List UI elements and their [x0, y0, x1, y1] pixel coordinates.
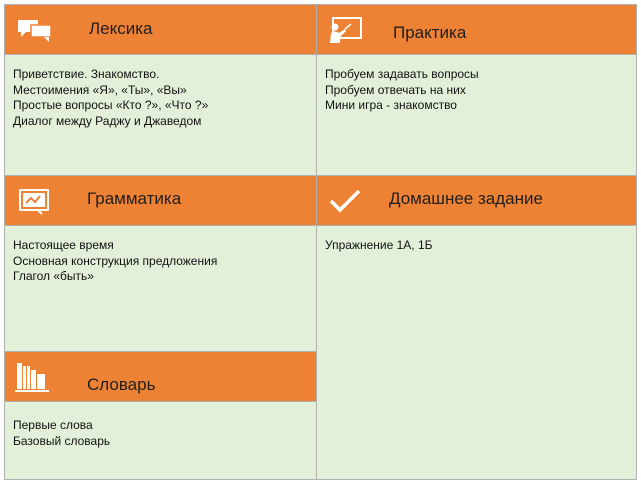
presentation-board-icon: [325, 5, 365, 54]
list-item: Настоящее время: [13, 238, 114, 252]
list-item: Базовый словарь: [13, 433, 111, 448]
practice-header: [317, 5, 636, 55]
list-item: Пробуем отвечать на них: [325, 82, 466, 97]
list-item: Основная конструкция предложения: [13, 253, 218, 268]
dictionary-header: [5, 352, 316, 402]
homework-panel: [316, 175, 637, 480]
list-item: Мини игра - знакомство: [325, 98, 457, 112]
lexis-panel: [4, 4, 317, 176]
grammar-list: [13, 238, 310, 285]
list-item: Пробуем задавать вопросы: [325, 67, 479, 81]
homework-title: Домашнее задание: [389, 189, 543, 208]
list-item: Диалог между Раджу и Джаведом: [13, 113, 202, 128]
list-item: Простые вопросы «Кто ?», «Что ?»: [13, 98, 209, 112]
homework-list: [325, 238, 630, 254]
dictionary-list: [13, 418, 310, 449]
list-item: Приветствие. Знакомство.: [13, 67, 160, 81]
grammar-title: Грамматика: [87, 189, 182, 208]
speech-bubbles-icon: [15, 5, 55, 54]
practice-title: Практика: [393, 23, 467, 42]
list-item: Упражнение 1А, 1Б: [325, 238, 433, 252]
grammar-header: [5, 176, 316, 226]
grammar-panel: [4, 175, 317, 352]
lexis-title: Лексика: [89, 19, 153, 38]
chart-board-icon: [15, 176, 55, 225]
dictionary-panel: [4, 351, 317, 480]
checkmark-icon: [325, 176, 365, 225]
lexis-header: [5, 5, 316, 55]
list-item: Местоимения «Я», «Ты», «Вы»: [13, 82, 187, 97]
homework-header: [317, 176, 636, 226]
practice-list: [325, 67, 630, 114]
books-icon: [13, 352, 53, 401]
lexis-list: [13, 67, 310, 129]
list-item: Глагол «быть»: [13, 269, 94, 283]
dictionary-title: Словарь: [87, 375, 156, 394]
list-item: Первые слова: [13, 418, 93, 432]
practice-panel: [316, 4, 637, 176]
